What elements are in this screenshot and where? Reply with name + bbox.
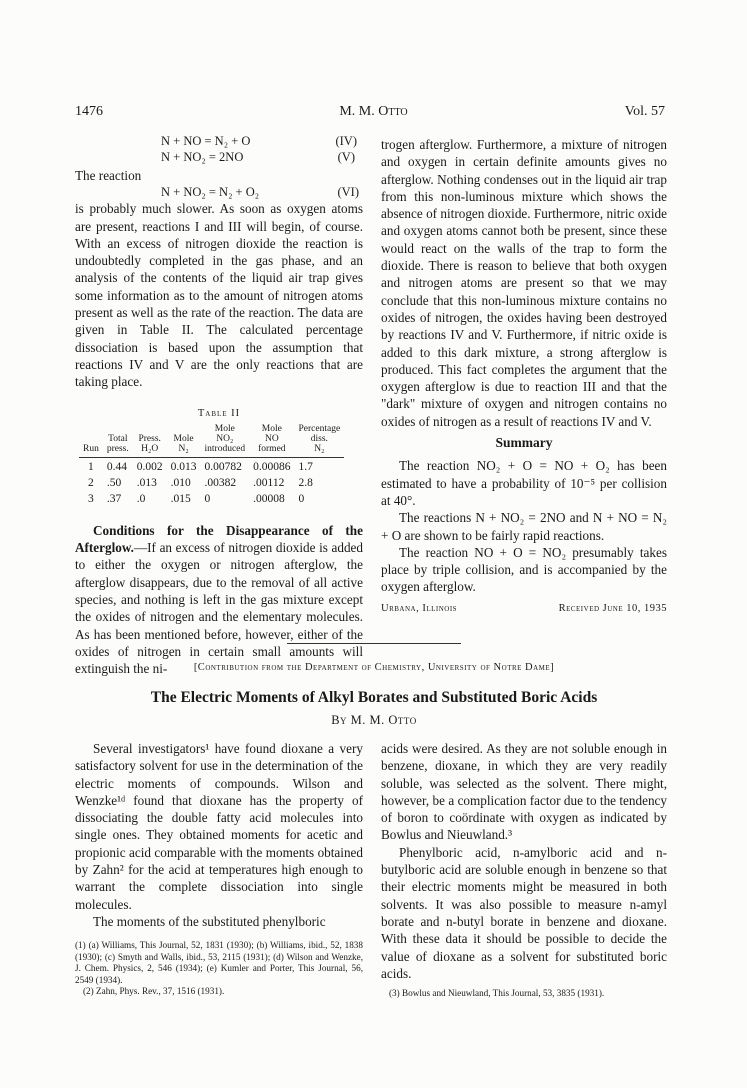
volume-label: Vol. 57 <box>624 104 665 119</box>
summary-heading: Summary <box>495 435 553 451</box>
paragraph: acids were desired. As they are not soluble enough in benzene, dioxane, in which they are very readily soluble, was selected as the solvent. There might, however, be a complication factor due to the tendency of boron to coördinate with oxygen as indicated by Bowlus and Nieuwland.³ <box>381 741 667 843</box>
column-header: Mole NO formed <box>249 424 294 458</box>
table-cell: 0.00086 <box>253 460 291 473</box>
page-number: 1476 <box>75 104 103 119</box>
footnotes <box>381 988 667 1000</box>
received-date: Received June 10, 1935 <box>558 602 667 614</box>
column-header: Mole NO₂ introduced <box>201 424 250 458</box>
author-byline: By M. M. Otto <box>331 713 417 727</box>
table-cell: 0.44 <box>106 460 127 473</box>
equation-v <box>75 149 363 165</box>
equation-iv <box>75 133 363 149</box>
column-header: Percentage diss. N₂ <box>295 424 345 458</box>
table-cell: .015 <box>170 492 191 505</box>
paragraph: is probably much slower. As soon as oxygen atoms are present, reactions I and III will begin, of course. With an excess of nitrogen dioxide the reaction is undoubtedly completed in the gas phase, and an analysis of the contents of the liquid air trap gives some information as to the amount of nitrogen atoms present as well as the rate of the reaction. The data are given in Table II. The calculated percentage dissociation is based upon the assumption that reactions IV and V are the only reactions that are taking place. <box>75 201 363 390</box>
column-header: Run <box>79 424 103 458</box>
table-cell: 0 <box>298 492 305 505</box>
table-caption: Table II <box>197 407 241 419</box>
table-row <box>79 474 344 490</box>
footnotes <box>75 940 363 998</box>
table-cell: .50 <box>106 476 122 489</box>
footnote: (1) (a) Williams, This Journal, 52, 1831 (1930); (b) Williams, ibid., 52, 1838 (1930); (c) Smyth and Walls, ibid., 53, 2115 (1931); (d) Wilson and Wenzke, J. Chem. Physics, 2, 546 (1934); (e) Kumler and Porter, This Journal, 56, 2549 (1934). <box>75 940 363 985</box>
table-cell: .00112 <box>253 476 285 489</box>
table-cell: 0.00782 <box>204 460 242 473</box>
table-cell: .37 <box>106 492 122 505</box>
equation-number: (IV) <box>335 134 357 148</box>
paragraph: Phenylboric acid, n-amylboric acid and n-butylboric acid are soluble enough in benzene so that their electric moments might be measured in both solvents. It was also possible to measure n-amyl borate and n-butyl borate in benzene and dioxane. With these data it should be possible to decide the value of dioxane as a solvent for substituted boric acids. <box>381 844 667 981</box>
footnote: (3) Bowlus and Nieuwland, This Journal, 53, 3835 (1931). <box>389 988 605 999</box>
table-cell: .00382 <box>204 476 237 489</box>
conditions-paragraph <box>75 522 363 678</box>
summary-paragraph: The reaction NO₂ + O = NO + O₂ has been estimated to have a probability of 10⁻⁵ per collision at 40°. <box>381 458 667 508</box>
table-cell: 1 <box>88 460 94 473</box>
column-header: Press. H₂O <box>133 424 167 458</box>
table-cell: 0.002 <box>136 460 163 473</box>
table-row <box>79 490 344 506</box>
equation-vi <box>75 184 363 200</box>
table-cell: 1.7 <box>298 460 313 473</box>
paragraph: The moments of the substituted phenylboric <box>93 913 326 929</box>
footnote: (2) Zahn, Phys. Rev., 37, 1516 (1931). <box>83 986 225 997</box>
table-cell: 3 <box>88 492 94 505</box>
conditions-text: —If an excess of nitrogen dioxide is added to either the oxygen or nitrogen afterglow, the afterglow disappears, due to the removal of all active species, and nothing is left in the gas mixture except the oxides of nitrogen and the elementary molecules. As has been mentioned before, however, either of the oxides of nitrogen in certain small amounts will extinguish the ni- <box>75 540 363 677</box>
equation-formula: N + NO = N₂ + O <box>161 134 251 148</box>
table-cell: 2.8 <box>298 476 313 489</box>
table-cell: 0.013 <box>170 460 197 473</box>
table-row <box>79 457 344 474</box>
summary-paragraph: The reaction NO + O = NO₂ presumably takes place by triple collision, and is accompanied by the oxygen afterglow. <box>381 544 667 595</box>
right-column-lower <box>381 740 667 1000</box>
article-title: The Electric Moments of Alkyl Borates and Substituted Boric Acids <box>150 689 598 706</box>
equation-formula: N + NO₂ = 2NO <box>161 150 244 164</box>
table-cell: 2 <box>88 476 94 489</box>
signature-line <box>381 600 667 617</box>
reaction-intro: The reaction <box>75 168 142 183</box>
separator-rule <box>287 643 461 644</box>
summary-paragraph: The reactions N + NO₂ = 2NO and N + NO = N₂ + O are shown to be fairly rapid reactions. <box>381 510 667 543</box>
table-cell: .010 <box>170 476 191 489</box>
table-cell: .013 <box>136 476 157 489</box>
equation-number: (VI) <box>337 185 359 200</box>
table-header-row <box>79 424 344 458</box>
location: Urbana, Illinois <box>381 602 458 614</box>
column-header: Total press. <box>103 424 133 458</box>
equation-formula: N + NO₂ = N₂ + O₂ <box>161 185 260 200</box>
data-table <box>79 424 344 506</box>
left-column-upper <box>75 133 363 678</box>
equation-number: (V) <box>337 150 355 164</box>
table-cell: .00008 <box>253 492 285 505</box>
left-column-lower <box>75 740 363 998</box>
paragraph: trogen afterglow. Furthermore, a mixture of nitrogen and oxygen in certain definite amounts gives no afterglow. Nothing condenses out in the liquid air trap from this non-luminous mixture which shows the absence of nitrogen dioxide. Furthermore, nitric oxide and oxygen atoms cannot both be present, since these would react on the walls of the trap to form the dioxide. There is reason to believe that both oxygen and nitrogen atoms are present so that we may conclude that this non-luminous mixture contains no oxides of nitrogen, the oxides having been destroyed by reactions IV and V. Furthermore, if nitric oxide is added to this dark mixture, a strong afterglow is produced. This fact completes the argument that the oxygen afterglow is due to reaction III and that the "dark" mixture of oxygen and nitrogen contains no oxides of nitrogen as a result of reactions IV and V. <box>381 137 667 429</box>
table-cell: .0 <box>136 492 146 505</box>
table-cell: 0 <box>204 492 211 505</box>
running-title: M. M. Otto <box>339 104 408 119</box>
right-column-upper <box>381 136 667 617</box>
section-heading: Conditions for the Disappearance of the Afterglow. <box>75 522 363 556</box>
contribution-line: [Contribution from the Department of Chemistry, University of Notre Dame] <box>193 662 555 673</box>
paragraph: Several investigators¹ have found dioxane a very satisfactory solvent for use in the determination of the electric moments of compounds. Wilson and Wenzke¹ᵈ found that dioxane has the property of dissociating the double fatty acid molecules into single ones. They obtained moments for acetic and propionic acid comparable with the moments obtained by Zahn² for the acid at temperatures high enough to warrant the complete dissociation into single molecules. <box>75 741 363 912</box>
column-header: Mole N₂ <box>167 424 201 458</box>
